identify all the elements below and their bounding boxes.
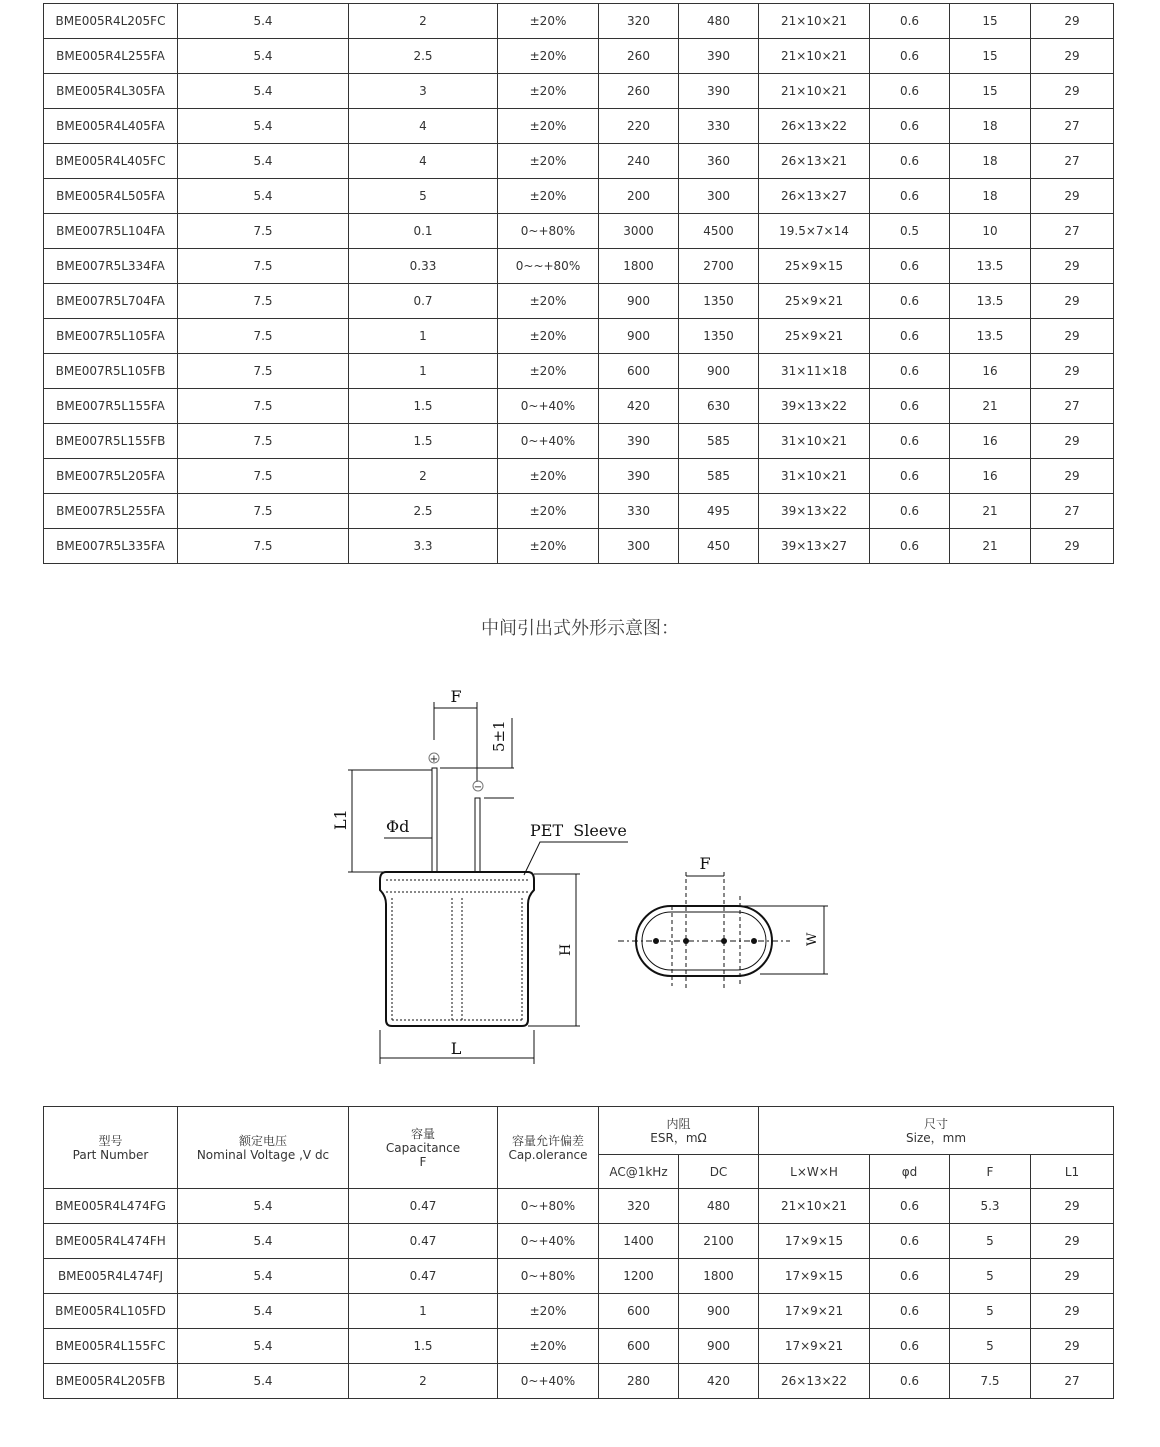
table-cell: 17×9×15 bbox=[759, 1259, 870, 1294]
label-lead-length: 5±1 bbox=[490, 720, 508, 752]
table-cell: BME005R4L405FC bbox=[44, 144, 178, 179]
table-cell: 7.5 bbox=[178, 459, 349, 494]
table-cell: 450 bbox=[679, 529, 759, 564]
table-row bbox=[44, 1189, 1114, 1224]
table-cell: ±20% bbox=[498, 494, 599, 529]
table-cell: 18 bbox=[950, 144, 1031, 179]
table-cell: 585 bbox=[679, 424, 759, 459]
table-cell: 7.5 bbox=[178, 424, 349, 459]
table-cell: 2 bbox=[349, 4, 498, 39]
table-cell: 7.5 bbox=[178, 354, 349, 389]
header-capacitance bbox=[349, 1107, 498, 1189]
label-phid: Φd bbox=[386, 817, 410, 836]
table-cell: ±20% bbox=[498, 109, 599, 144]
table-cell: 0~+80% bbox=[498, 1189, 599, 1224]
table-cell: 5 bbox=[950, 1329, 1031, 1364]
table-cell: 5 bbox=[950, 1294, 1031, 1329]
table-cell: 29 bbox=[1031, 529, 1114, 564]
table-cell: 29 bbox=[1031, 179, 1114, 214]
table-cell: 1 bbox=[349, 1294, 498, 1329]
table-cell: 0.6 bbox=[870, 109, 950, 144]
table-cell: ±20% bbox=[498, 459, 599, 494]
table-cell: 900 bbox=[599, 319, 679, 354]
bottom-spec-table bbox=[43, 1106, 1114, 1399]
table-cell: 0.6 bbox=[870, 4, 950, 39]
table-cell: 0~+80% bbox=[498, 214, 599, 249]
table-cell: 17×9×15 bbox=[759, 1224, 870, 1259]
table-cell: 0.6 bbox=[870, 494, 950, 529]
header-part-number bbox=[44, 1107, 178, 1189]
table-cell: 390 bbox=[679, 39, 759, 74]
table-cell: ±20% bbox=[498, 1294, 599, 1329]
table-cell: 25×9×15 bbox=[759, 249, 870, 284]
table-cell: 5.4 bbox=[178, 1189, 349, 1224]
table-cell: 29 bbox=[1031, 354, 1114, 389]
table-cell: 1200 bbox=[599, 1259, 679, 1294]
table-cell: 0~+80% bbox=[498, 1259, 599, 1294]
table-cell: 15 bbox=[950, 74, 1031, 109]
table-cell: 1350 bbox=[679, 284, 759, 319]
header-capacitance-unit: F bbox=[419, 1154, 427, 1169]
table-cell: 21×10×21 bbox=[759, 39, 870, 74]
table-cell: 5.3 bbox=[950, 1189, 1031, 1224]
table-cell: 2.5 bbox=[349, 39, 498, 74]
header-lwh: L×W×H bbox=[759, 1155, 870, 1189]
header-tolerance-en: Cap.olerance bbox=[508, 1147, 588, 1162]
table-cell: 19.5×7×14 bbox=[759, 214, 870, 249]
table-cell: 7.5 bbox=[178, 249, 349, 284]
header-size-en: Size，mm bbox=[906, 1130, 967, 1145]
header-l1: L1 bbox=[1031, 1155, 1114, 1189]
table-cell: BME007R5L335FA bbox=[44, 529, 178, 564]
outline-diagram bbox=[0, 660, 1160, 1080]
table-cell: BME007R5L704FA bbox=[44, 284, 178, 319]
table-cell: 260 bbox=[599, 39, 679, 74]
header-voltage bbox=[178, 1107, 349, 1189]
table-cell: 0.6 bbox=[870, 424, 950, 459]
table-cell: 7.5 bbox=[178, 214, 349, 249]
table-cell: 0.6 bbox=[870, 1224, 950, 1259]
header-part-number-cn: 型号 bbox=[98, 1133, 123, 1148]
table-cell: 29 bbox=[1031, 284, 1114, 319]
table-row bbox=[44, 389, 1114, 424]
table-cell: 0.6 bbox=[870, 74, 950, 109]
table-cell: 27 bbox=[1031, 494, 1114, 529]
table-cell: 29 bbox=[1031, 459, 1114, 494]
table-cell: ±20% bbox=[498, 144, 599, 179]
table-cell: 1 bbox=[349, 354, 498, 389]
table-row bbox=[44, 1294, 1114, 1329]
table-cell: 5.4 bbox=[178, 144, 349, 179]
table-cell: 29 bbox=[1031, 1224, 1114, 1259]
header-dc: DC bbox=[679, 1155, 759, 1189]
table-cell: 29 bbox=[1031, 249, 1114, 284]
table-row bbox=[44, 1224, 1114, 1259]
table-cell: 320 bbox=[599, 1189, 679, 1224]
table-cell: 300 bbox=[599, 529, 679, 564]
table-row bbox=[44, 1259, 1114, 1294]
table-cell: 29 bbox=[1031, 1294, 1114, 1329]
table-row bbox=[44, 4, 1114, 39]
header-phid: φd bbox=[870, 1155, 950, 1189]
top-view-dot bbox=[683, 938, 689, 944]
table-cell: BME005R4L505FA bbox=[44, 179, 178, 214]
table-cell: 7.5 bbox=[950, 1364, 1031, 1399]
table-cell: 3 bbox=[349, 74, 498, 109]
header-voltage-cn: 额定电压 bbox=[238, 1133, 287, 1148]
table-cell: ±20% bbox=[498, 284, 599, 319]
table-cell: 0.6 bbox=[870, 144, 950, 179]
table-cell: 17×9×21 bbox=[759, 1329, 870, 1364]
table-cell: BME007R5L255FA bbox=[44, 494, 178, 529]
header-part-number-en: Part Number bbox=[72, 1147, 149, 1162]
table-cell: 0.6 bbox=[870, 1259, 950, 1294]
header-capacitance-en: Capacitance bbox=[385, 1140, 461, 1155]
table-cell: 1.5 bbox=[349, 424, 498, 459]
table-cell: 1800 bbox=[679, 1259, 759, 1294]
table-cell: ±20% bbox=[498, 4, 599, 39]
table-cell: BME007R5L105FA bbox=[44, 319, 178, 354]
table-cell: BME007R5L205FA bbox=[44, 459, 178, 494]
table-cell: 600 bbox=[599, 1294, 679, 1329]
table-cell: 0.6 bbox=[870, 249, 950, 284]
table-cell: 25×9×21 bbox=[759, 319, 870, 354]
table-cell: 27 bbox=[1031, 389, 1114, 424]
table-cell: BME007R5L155FB bbox=[44, 424, 178, 459]
table-cell: 0.6 bbox=[870, 529, 950, 564]
table-cell: 3.3 bbox=[349, 529, 498, 564]
table-cell: 0.6 bbox=[870, 179, 950, 214]
table-cell: 280 bbox=[599, 1364, 679, 1399]
table-cell: 5.4 bbox=[178, 1364, 349, 1399]
table-cell: 0.47 bbox=[349, 1224, 498, 1259]
table-cell: 240 bbox=[599, 144, 679, 179]
table-cell: 21 bbox=[950, 529, 1031, 564]
table-cell: 480 bbox=[679, 4, 759, 39]
table-cell: 0.6 bbox=[870, 1329, 950, 1364]
label-l: L bbox=[450, 1039, 462, 1058]
label-f-side: F bbox=[699, 854, 711, 873]
table-cell: 585 bbox=[679, 459, 759, 494]
table-cell: BME007R5L155FA bbox=[44, 389, 178, 424]
table-cell: BME005R4L474FG bbox=[44, 1189, 178, 1224]
plus-mark: + bbox=[429, 754, 439, 765]
table-cell: 39×13×22 bbox=[759, 389, 870, 424]
table-cell: 18 bbox=[950, 179, 1031, 214]
table-row bbox=[44, 1329, 1114, 1364]
table-row bbox=[44, 74, 1114, 109]
table-cell: 0.33 bbox=[349, 249, 498, 284]
table-cell: 16 bbox=[950, 424, 1031, 459]
table-cell: 1.5 bbox=[349, 1329, 498, 1364]
table-cell: 0.6 bbox=[870, 389, 950, 424]
table-cell: BME005R4L105FD bbox=[44, 1294, 178, 1329]
table-cell: 7.5 bbox=[178, 389, 349, 424]
table-cell: 0~+40% bbox=[498, 1224, 599, 1259]
table-cell: 900 bbox=[599, 284, 679, 319]
header-capacitance-cn: 容量 bbox=[410, 1126, 435, 1141]
table-cell: 0~+40% bbox=[498, 1364, 599, 1399]
table-cell: 29 bbox=[1031, 1329, 1114, 1364]
table-cell: ±20% bbox=[498, 39, 599, 74]
table-cell: 495 bbox=[679, 494, 759, 529]
table-cell: 0.6 bbox=[870, 319, 950, 354]
table-cell: BME005R4L155FC bbox=[44, 1329, 178, 1364]
table-cell: BME005R4L205FC bbox=[44, 4, 178, 39]
header-esr-en: ESR，mΩ bbox=[650, 1130, 707, 1145]
minus-mark: − bbox=[473, 782, 483, 793]
label-h: H bbox=[558, 943, 574, 956]
table-cell: 13.5 bbox=[950, 319, 1031, 354]
table-cell: 320 bbox=[599, 4, 679, 39]
table-cell: 0.6 bbox=[870, 1189, 950, 1224]
table-row bbox=[44, 284, 1114, 319]
table-row bbox=[44, 494, 1114, 529]
table-cell: 5.4 bbox=[178, 4, 349, 39]
table-cell: ±20% bbox=[498, 319, 599, 354]
table-cell: ±20% bbox=[498, 74, 599, 109]
table-cell: ±20% bbox=[498, 179, 599, 214]
table-cell: 31×11×18 bbox=[759, 354, 870, 389]
top-spec-table bbox=[43, 3, 1114, 564]
table-cell: 0.6 bbox=[870, 459, 950, 494]
table-cell: 5 bbox=[950, 1259, 1031, 1294]
diagram-title: 中间引出式外形示意图： bbox=[481, 618, 679, 639]
table-cell: 0.6 bbox=[870, 1294, 950, 1329]
table-cell: 900 bbox=[679, 1329, 759, 1364]
table-cell: 0~~+80% bbox=[498, 249, 599, 284]
positive-lead bbox=[432, 768, 437, 872]
table-cell: 4500 bbox=[679, 214, 759, 249]
table-cell: 2100 bbox=[679, 1224, 759, 1259]
top-view-dot bbox=[721, 938, 727, 944]
table-cell: 2700 bbox=[679, 249, 759, 284]
table-cell: 1800 bbox=[599, 249, 679, 284]
table-cell: 10 bbox=[950, 214, 1031, 249]
table-cell: 330 bbox=[599, 494, 679, 529]
table-cell: 29 bbox=[1031, 39, 1114, 74]
negative-lead bbox=[475, 798, 480, 872]
header-voltage-en: Nominal Voltage ,V dc bbox=[196, 1147, 330, 1162]
table-cell: 300 bbox=[679, 179, 759, 214]
table-cell: 5.4 bbox=[178, 1294, 349, 1329]
table-cell: 18 bbox=[950, 109, 1031, 144]
header-tolerance bbox=[498, 1107, 599, 1189]
table-cell: 26×13×27 bbox=[759, 179, 870, 214]
table-cell: 25×9×21 bbox=[759, 284, 870, 319]
header-size-cn: 尺寸 bbox=[924, 1116, 949, 1131]
label-l1: L1 bbox=[331, 809, 350, 830]
table-cell: 0.47 bbox=[349, 1189, 498, 1224]
table-cell: 17×9×21 bbox=[759, 1294, 870, 1329]
table-cell: 29 bbox=[1031, 319, 1114, 354]
table-cell: 220 bbox=[599, 109, 679, 144]
table-cell: BME005R4L305FA bbox=[44, 74, 178, 109]
sleeve-leader bbox=[524, 842, 628, 875]
table-cell: 1400 bbox=[599, 1224, 679, 1259]
table-cell: 21×10×21 bbox=[759, 4, 870, 39]
table-cell: 21×10×21 bbox=[759, 1189, 870, 1224]
header-size bbox=[759, 1107, 1114, 1155]
table-cell: 21 bbox=[950, 494, 1031, 529]
table-cell: 330 bbox=[679, 109, 759, 144]
table-row bbox=[44, 319, 1114, 354]
table-cell: 27 bbox=[1031, 1364, 1114, 1399]
table-cell: 420 bbox=[679, 1364, 759, 1399]
table-cell: BME005R4L405FA bbox=[44, 109, 178, 144]
table-cell: 5.4 bbox=[178, 1329, 349, 1364]
table-cell: 200 bbox=[599, 179, 679, 214]
table-cell: 0~+40% bbox=[498, 389, 599, 424]
header-tolerance-cn: 容量允许偏差 bbox=[511, 1133, 584, 1148]
table-cell: ±20% bbox=[498, 354, 599, 389]
table-cell: 0.7 bbox=[349, 284, 498, 319]
table-cell: 13.5 bbox=[950, 284, 1031, 319]
table-cell: 29 bbox=[1031, 1189, 1114, 1224]
table-row bbox=[44, 459, 1114, 494]
table-row bbox=[44, 354, 1114, 389]
table-cell: 31×10×21 bbox=[759, 459, 870, 494]
table-cell: 16 bbox=[950, 459, 1031, 494]
table-cell: 7.5 bbox=[178, 284, 349, 319]
table-cell: 5 bbox=[950, 1224, 1031, 1259]
table-cell: 29 bbox=[1031, 4, 1114, 39]
table-cell: BME007R5L334FA bbox=[44, 249, 178, 284]
table-cell: 16 bbox=[950, 354, 1031, 389]
table-cell: 5.4 bbox=[178, 109, 349, 144]
top-view-dot bbox=[653, 938, 659, 944]
table-row bbox=[44, 529, 1114, 564]
header-ac: AC@1kHz bbox=[599, 1155, 679, 1189]
table-row bbox=[44, 249, 1114, 284]
table-cell: 15 bbox=[950, 39, 1031, 74]
table-cell: 0~+40% bbox=[498, 424, 599, 459]
table-cell: 360 bbox=[679, 144, 759, 179]
table-cell: 5.4 bbox=[178, 39, 349, 74]
header-f: F bbox=[950, 1155, 1031, 1189]
table-cell: 390 bbox=[679, 74, 759, 109]
label-w: W bbox=[805, 932, 820, 946]
table-cell: 390 bbox=[599, 459, 679, 494]
table-cell: 4 bbox=[349, 109, 498, 144]
table-cell: BME005R4L474FH bbox=[44, 1224, 178, 1259]
table-cell: 21 bbox=[950, 389, 1031, 424]
table-row bbox=[44, 424, 1114, 459]
table-cell: 26×13×21 bbox=[759, 144, 870, 179]
table-cell: 5.4 bbox=[178, 74, 349, 109]
table-cell: 0.6 bbox=[870, 284, 950, 319]
table-cell: 15 bbox=[950, 4, 1031, 39]
table-cell: 2 bbox=[349, 1364, 498, 1399]
table-cell: BME005R4L255FA bbox=[44, 39, 178, 74]
table-cell: 26×13×22 bbox=[759, 109, 870, 144]
table-cell: 600 bbox=[599, 354, 679, 389]
table-cell: 5.4 bbox=[178, 179, 349, 214]
table-cell: 29 bbox=[1031, 74, 1114, 109]
table-cell: 260 bbox=[599, 74, 679, 109]
table-cell: 3000 bbox=[599, 214, 679, 249]
table-cell: 5.4 bbox=[178, 1259, 349, 1294]
table-cell: 29 bbox=[1031, 424, 1114, 459]
table-cell: 1350 bbox=[679, 319, 759, 354]
table-cell: 31×10×21 bbox=[759, 424, 870, 459]
table-cell: 1.5 bbox=[349, 389, 498, 424]
capacitor-body bbox=[380, 872, 534, 1026]
table-cell: BME005R4L474FJ bbox=[44, 1259, 178, 1294]
table-cell: BME007R5L104FA bbox=[44, 214, 178, 249]
table-cell: 600 bbox=[599, 1329, 679, 1364]
table-cell: 900 bbox=[679, 354, 759, 389]
table-cell: 5 bbox=[349, 179, 498, 214]
table-cell: 4 bbox=[349, 144, 498, 179]
table-cell: BME007R5L105FB bbox=[44, 354, 178, 389]
header-esr bbox=[599, 1107, 759, 1155]
table-cell: 27 bbox=[1031, 214, 1114, 249]
table-cell: 39×13×22 bbox=[759, 494, 870, 529]
table-cell: 7.5 bbox=[178, 529, 349, 564]
table-cell: 27 bbox=[1031, 144, 1114, 179]
table-cell: 29 bbox=[1031, 1259, 1114, 1294]
table-cell: ±20% bbox=[498, 529, 599, 564]
table-cell: 13.5 bbox=[950, 249, 1031, 284]
table-cell: 900 bbox=[679, 1294, 759, 1329]
table-cell: 39×13×27 bbox=[759, 529, 870, 564]
table-cell: 0.1 bbox=[349, 214, 498, 249]
top-view-dot bbox=[751, 938, 757, 944]
table-cell: 0.6 bbox=[870, 39, 950, 74]
table-row bbox=[44, 214, 1114, 249]
table-cell: 2.5 bbox=[349, 494, 498, 529]
table-row bbox=[44, 144, 1114, 179]
table-cell: 0.6 bbox=[870, 354, 950, 389]
table-cell: 5.4 bbox=[178, 1224, 349, 1259]
table-cell: 390 bbox=[599, 424, 679, 459]
table-cell: 0.6 bbox=[870, 1364, 950, 1399]
table-cell: BME005R4L205FB bbox=[44, 1364, 178, 1399]
table-cell: 21×10×21 bbox=[759, 74, 870, 109]
table-cell: 2 bbox=[349, 459, 498, 494]
table-row bbox=[44, 109, 1114, 144]
table-cell: 480 bbox=[679, 1189, 759, 1224]
top-table-body bbox=[44, 4, 1114, 564]
label-f-top: F bbox=[450, 687, 462, 706]
bottom-table-body bbox=[44, 1189, 1114, 1399]
table-cell: 27 bbox=[1031, 109, 1114, 144]
table-cell: 1 bbox=[349, 319, 498, 354]
table-row bbox=[44, 1364, 1114, 1399]
table-cell: 0.47 bbox=[349, 1259, 498, 1294]
table-cell: 0.5 bbox=[870, 214, 950, 249]
table-cell: 420 bbox=[599, 389, 679, 424]
label-sleeve: PET Sleeve bbox=[530, 821, 627, 840]
table-cell: 26×13×22 bbox=[759, 1364, 870, 1399]
table-row bbox=[44, 39, 1114, 74]
table-cell: 630 bbox=[679, 389, 759, 424]
table-cell: 7.5 bbox=[178, 494, 349, 529]
header-esr-cn: 内阻 bbox=[666, 1116, 691, 1131]
table-row bbox=[44, 179, 1114, 214]
table-cell: 7.5 bbox=[178, 319, 349, 354]
table-cell: ±20% bbox=[498, 1329, 599, 1364]
